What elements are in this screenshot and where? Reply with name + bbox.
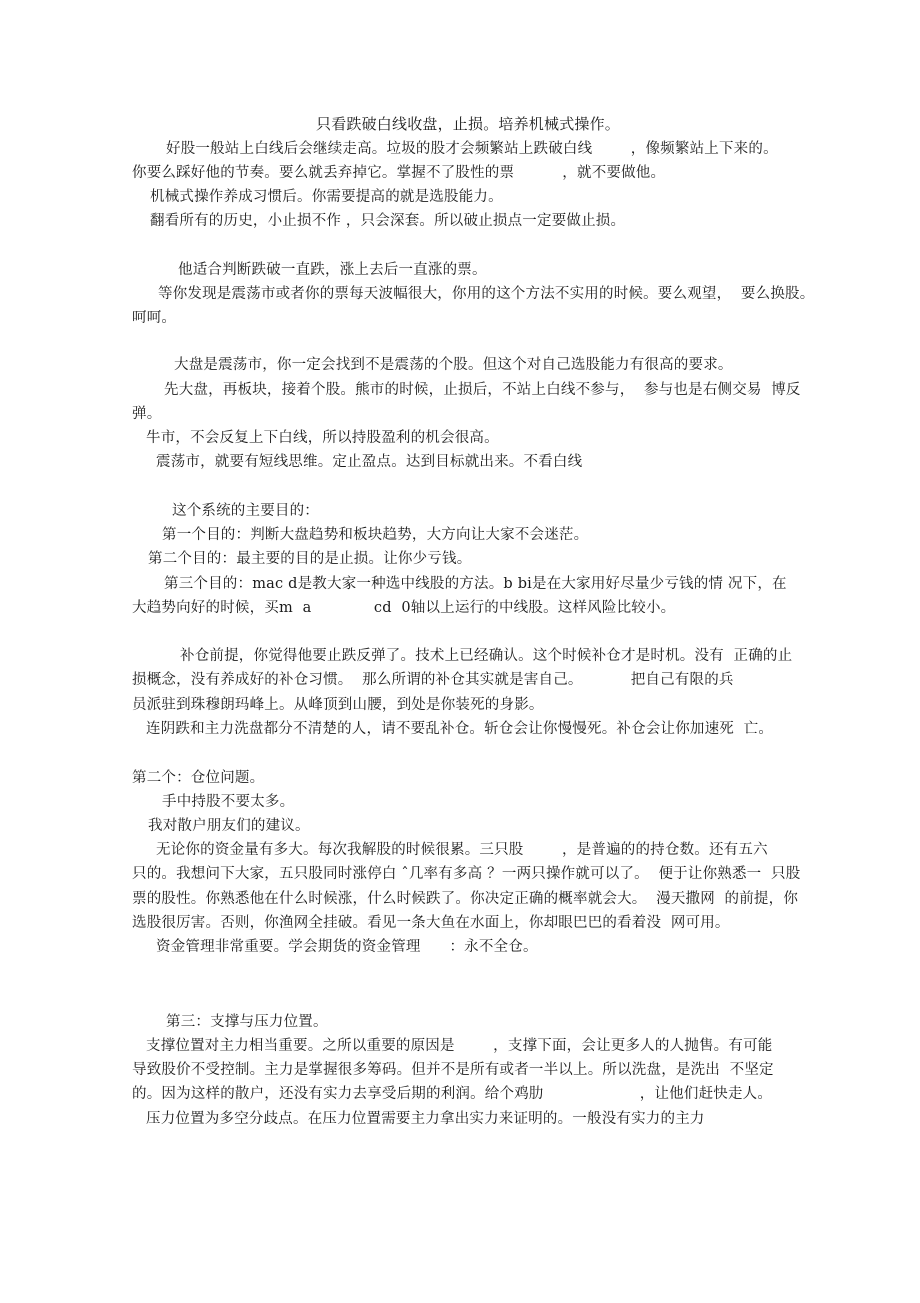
- text-line: 好股一般站上白线后会继续走高。垃圾的股才会频繁站上跌破白线 ，像频繁站上下来的。: [166, 141, 778, 157]
- text-line: 震荡市，就要有短线思维。定止盈点。达到目标就出来。不看白线: [156, 454, 583, 470]
- text-line: 大盘是震荡市，你一定会找到不是震荡的个股。但这个对自己选股能力有很高的要求。: [174, 357, 733, 373]
- text-line: 无论你的资金量有多大。每次我解股的时候很累。三只股 ，是普遍的的持仓数。还有五六: [156, 842, 768, 858]
- text-line: 损概念，没有养成好的补仓习惯。 那么所谓的补仓其实就是害自己。 把自己有限的兵: [132, 672, 734, 688]
- section-heading: 第三：支撑与压力位置。: [166, 1014, 328, 1030]
- text-line: 大趋势向好的时候，买m a cd 0轴以上运行的中线股。这样风险比较小。: [132, 600, 676, 616]
- text-line: 我对散户朋友们的建议。: [148, 818, 310, 834]
- document-title: 只看跌破白线收盘，止损。培养机械式操作。: [316, 115, 621, 133]
- text-line: 只的。我想问下大家，五只股同时涨停白 ˆ几率有多高 ？一两只操作就可以了。 便于让你熟悉一 只股: [132, 866, 801, 882]
- text-line: 手中持股不要太多。: [162, 794, 295, 810]
- section-heading: 第二个：仓位问题。: [132, 770, 265, 786]
- text-line: 你要么踩好他的节奏。要么就丢弃掉它。掌握不了股性的票 ，就不要做他。: [132, 165, 666, 181]
- text-line: 第三个目的：mac d是教大家一种选中线股的方法。b bi是在大家用好尽量少亏钱的情 况下，在: [164, 576, 787, 592]
- text-line: 资金管理非常重要。学会期货的资金管理 ：永不全仓。: [156, 939, 538, 955]
- text-line: 这个系统的主要目的：: [172, 503, 319, 519]
- text-line: 弹。: [132, 406, 162, 422]
- text-line: 员派驻到珠穆朗玛峰上。从峰顶到山腰，到处是你装死的身影。: [132, 697, 544, 713]
- text-line: 他适合判断跌破一直跌，涨上去后一直涨的票。: [178, 262, 487, 278]
- text-line: 压力位置为多空分歧点。在压力位置需要主力拿出实力来证明的。一般没有实力的主力: [146, 1111, 705, 1127]
- text-line: 导致股价不受控制。主力是掌握很多筹码。但并不是所有或者一半以上。所以洗盘，是洗出 不坚定: [132, 1062, 774, 1078]
- text-line: 呵呵。: [132, 310, 177, 326]
- text-line: 的。因为这样的散户，还没有实力去享受后期的利润。给个鸡肋 ，让他们赶快走人。: [132, 1086, 773, 1102]
- text-line: 机械式操作养成习惯后。你需要提高的就是选股能力。: [150, 189, 503, 205]
- text-line: 先大盘，再板块，接着个股。熊市的时候，止损后，不站上白线不参与， 参与也是右侧交易 博反: [164, 382, 801, 398]
- text-line: 翻看所有的历史，小止损不作 ，只会深套。所以破止损点一定要做止损。: [150, 213, 626, 229]
- text-line: 连阴跌和主力洗盘都分不清楚的人，请不要乱补仓。斩仓会让你慢慢死。补仓会让你加速死 亡。: [146, 721, 774, 737]
- text-line: 补仓前提，你觉得他要止跌反弹了。技术上已经确认。这个时候补仓才是时机。没有 正确的止: [180, 648, 793, 664]
- text-line: 支撑位置对主力相当重要。之所以重要的原因是 ，支撑下面，会让更多人的人抛售。有可能: [146, 1038, 773, 1054]
- text-line: 第二个目的：最主要的目的是止损。让你少亏钱。: [148, 551, 472, 567]
- text-line: 选股很厉害。否则，你渔网全挂破。看见一条大鱼在水面上，你却眼巴巴的看着没 网可用。: [132, 915, 730, 931]
- text-line: 票的股性。你熟悉他在什么时候涨，什么时候跌了。你决定正确的概率就会大。 漫天撒网 的前提，你: [132, 891, 799, 907]
- text-line: 牛市，不会反复上下白线，所以持股盈利的机会很高。: [146, 430, 499, 446]
- text-line: 第一个目的：判断大盘趋势和板块趋势，大方向让大家不会迷茫。: [162, 527, 589, 543]
- text-line: 等你发现是震荡市或者你的票每天波幅很大，你用的这个方法不实用的时候。要么观望， 要么换股。: [158, 286, 815, 302]
